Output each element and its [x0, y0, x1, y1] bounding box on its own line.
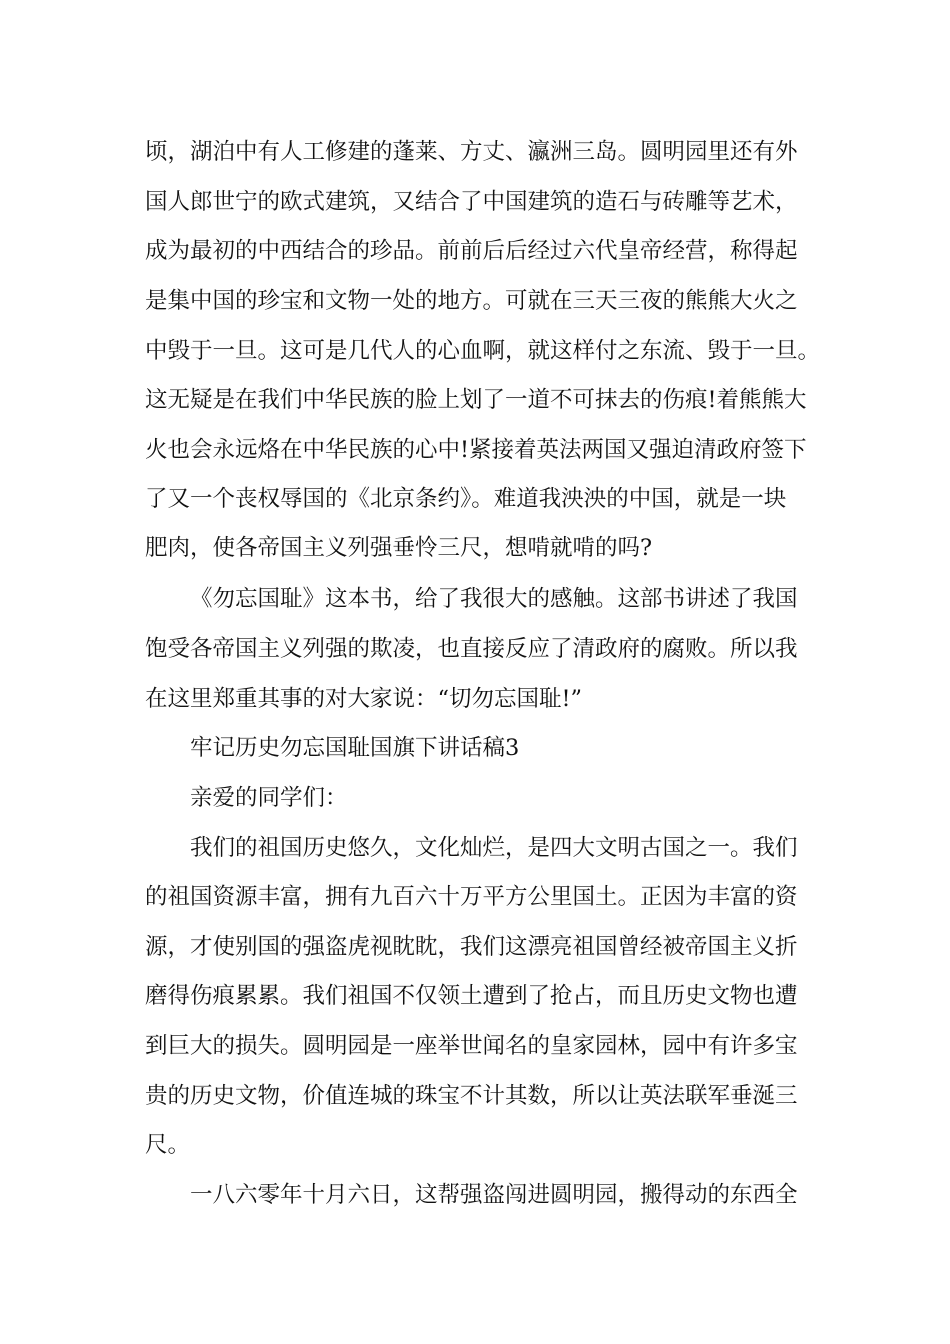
body-text-line: 到巨大的损失。圆明园是一座举世闻名的皇家园林，园中有许多宝 [145, 1033, 798, 1059]
body-text-line: 这无疑是在我们中华民族的脸上划了一道不可抹去的伤痕!着熊熊大 [145, 387, 807, 413]
body-text-line: 是集中国的珍宝和文物一处的地方。可就在三天三夜的熊熊大火之 [145, 288, 798, 314]
body-text-line: 中毁于一旦。这可是几代人的心血啊，就这样付之东流、毁于一旦。 [145, 338, 821, 364]
paragraph-first-line: 我们的祖国历史悠久，文化灿烂，是四大文明古国之一。我们 [190, 835, 798, 861]
body-text-line: 贵的历史文物，价值连城的珠宝不计其数，所以让英法联军垂涎三 [145, 1083, 798, 1109]
body-text-line: 在这里郑重其事的对大家说：“切勿忘国耻!” [145, 686, 583, 712]
body-text-line: 肥肉，使各帝国主义列强垂怜三尺，想啃就啃的吗? [145, 535, 653, 561]
salutation: 亲爱的同学们： [190, 785, 348, 811]
body-text-line: 火也会永远烙在中华民族的心中!紧接着英法两国又强迫清政府签下 [145, 437, 807, 463]
body-text-line: 了又一个丧权辱国的《北京条约》。难道我泱泱的中国，就是一块 [145, 486, 787, 512]
body-text-line: 磨得伤痕累累。我们祖国不仅领土遭到了抢占，而且历史文物也遭 [145, 983, 798, 1009]
section-heading: 牢记历史勿忘国耻国旗下讲话稿3 [190, 735, 520, 761]
paragraph-first-line: 《勿忘国耻》这本书，给了我很大的感触。这部书讲述了我国 [190, 586, 798, 612]
body-text-line: 成为最初的中西结合的珍品。前前后后经过六代皇帝经营，称得起 [145, 238, 798, 264]
body-text-line: 尺。 [145, 1132, 191, 1158]
paragraph-first-line: 一八六零年十月六日，这帮强盗闯进圆明园，搬得动的东西全 [190, 1182, 798, 1208]
body-text-line: 国人郎世宁的欧式建筑，又结合了中国建筑的造石与砖雕等艺术， [145, 189, 798, 215]
body-text-line: 饱受各帝国主义列强的欺凌，也直接反应了清政府的腐败。所以我 [145, 636, 798, 662]
body-text-line: 的祖国资源丰富，拥有九百六十万平方公里国土。正因为丰富的资 [145, 884, 798, 910]
body-text-line: 顷，湖泊中有人工修建的蓬莱、方丈、瀛洲三岛。圆明园里还有外 [145, 139, 798, 165]
body-text-line: 源，才使别国的强盗虎视眈眈，我们这漂亮祖国曾经被帝国主义折 [145, 934, 798, 960]
